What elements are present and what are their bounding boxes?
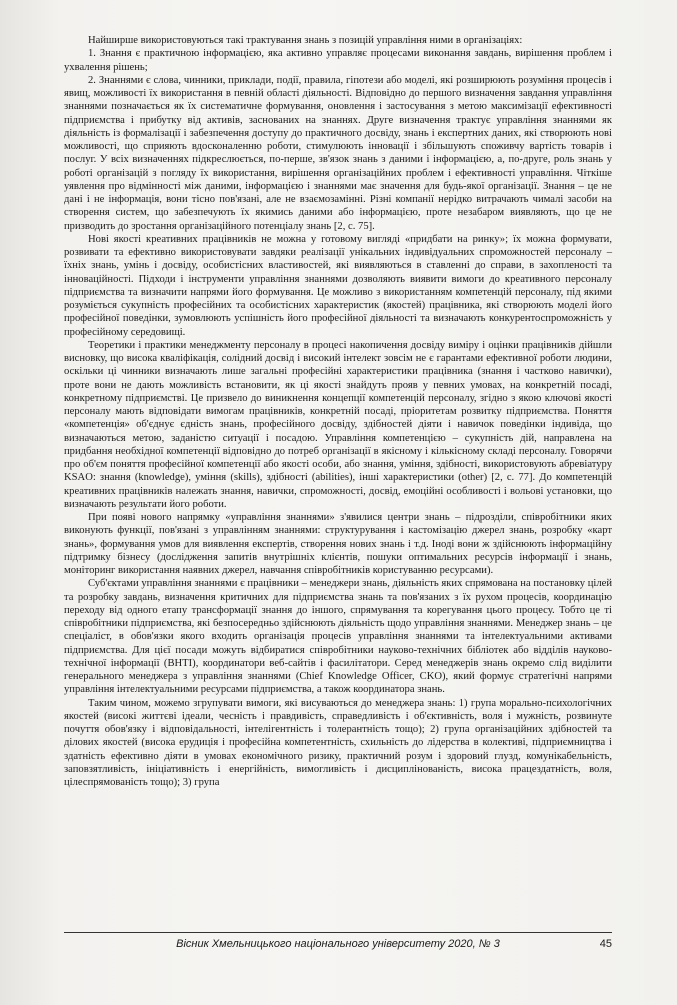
- paragraph-intro: Найширше використовуються такі трактування знань з позицій управління ними в організаціях:: [88, 35, 523, 46]
- paragraph-creative-workers: Нові якості креативних працівників не можна у готовому вигляді «придбати на ринку»; їх можна формувати, розвивати та ефективно використовувати завдяки реалізації унікальних індивідуальних спроможностей персоналу – їхніх знань, умінь і досвіду, особистісних властивостей, які виявляються в ставленні до справи, в захопленості та інноваційності. Підходи і інструменти управління знаннями дозволяють виявити вимоги до креативного персоналу підприємства та визначити напрями його формування. Це можливо з використанням компетенцій персоналу, під якими розуміється сукупність професійних та особистісних характеристик (якостей) працівника, які створюють моделі його професійної поведінки, зумовлюють успішність його професійної діяльності та визначають конкурентоспроможність у професійному середовищі.: [64, 233, 612, 338]
- page-footer: [64, 937, 612, 951]
- journal-title: Вісник Хмельницького національного університету 2020, № 3: [176, 938, 500, 950]
- paragraph-competencies: Теоретики і практики менеджменту персоналу в процесі накопичення досвіду виміру і оцінки працівників дійшли висновку, що висока кваліфікація, солідний досвід і високий інтелект зовсім не є гарантами ефективної роботи людини, оскільки ці чинники визначають лише загальні професійні характеристики працівника (знання і частково навички), проте вони не дають можливість встановити, як ці якості знайдуть прояв у певних умовах, на конкретній посаді, конкретному підприємстві. Це призвело до виникнення концепції компетенцій персоналу, згідно з якою ключові якості персоналу мають відповідати вимогам працівників, конкретній посаді, пріоритетам розвитку підприємства. Поняття «компетенція» об'єднує єдність знань, професійного досвіду, здібностей діяти і навичок поведінки індивіда, що визначаються метою, заданістю ситуації і посадою. Управління компетенцією – сукупність дій, направлена на придбання необхідної компетенції відповідно до потреб організації в якісному і кількісному складі персоналу. Говорячи про об'єм поняття професійної компетенції або якості особи, або знання, уміння, здібності, використовують абревіатуру KSAO: знання (knowledge), уміння (skills), здібності (abilities), інші характеристики (other) [2, с. 77]. До компетенцій креативних працівників належать знання, навички, спроможності, досвід, емоційні особливості і вольові установки, що визначають результати його роботи.: [64, 339, 612, 510]
- footer-divider: [64, 932, 612, 933]
- paragraph-knowledge-centers: При появі нового напрямку «управління знаннями» з'явилися центри знань – підрозділи, співробітники яких виконують функції, пов'язані з управлінням знаннями: структурування і кастомізацію джерел знань, розробку «карт знань», формування умов для виявлення експертів, створення нових знань і т.д. Іноді вони ж здійснюють інформаційну підтримку бізнесу (дослідження запитів внутрішніх клієнтів, пошуки оптимальних ресурсів інформації і знань, моніторинг використання наявних джерел, навчання співробітників користуванню ресурсами).: [64, 512, 612, 576]
- paragraph-requirements: Таким чином, можемо згрупувати вимоги, які висуваються до менеджера знань: 1) група морально-психологічних якостей (високі життєві ідеали, чесність і правдивість, справедливість і об'єктивність, воля і мужність, розвинуте почуття обов'язку і відповідальності, інтелігентність і толерантність тощо); 2) група організаційних здібностей та ділових якостей (висока ерудиція і професійна компетентність, схильність до лідерства в колективі, підприємництва і здатність ефективно діяти в умовах економічного ризику, практичний розум і здоровий глузд, комунікабельність, заповзятливість, ініціативність і енергійність, вимогливість і дисциплінованість, висока працездатність, воля, цілеспрямованість тощо); 3) група: [64, 697, 612, 788]
- paragraph-definition-1: 1. Знання є практичною інформацією, яка активно управляє процесами виконання завдань, вирішення проблем і ухвалення рішень;: [64, 48, 612, 73]
- paragraph-knowledge-managers: Суб'єктами управління знаннями є працівники – менеджери знань, діяльність яких спрямована на постановку цілей та розробку завдань, визначення критичних для підприємства знань та пов'язаних з їх рухом процесів, координацію переходу від одного етапу трансформації знання до іншого, спрямування та корегування цього процесу. Тобто це ті співробітники підприємства, які безпосередньо здійснюють діяльність щодо управління знаннями. Менеджер знань – це спеціаліст, в обов'язки якого входить організація процесів управління знаннями та інтелектуальними активами підприємства. Для цієї посади можуть відбиратися співробітники науково-технічних бібліотек або відділів науково-технічної інформації (ВНТІ), координатори веб-сайтів і фасилітатори. Серед менеджерів знань окремо слід виділити генерального менеджера з управління знаннями (Chief Knowledge Officer, CKO), який формує стратегічні напрями управління інтелектуальними ресурсами підприємства, а також координатора знань.: [64, 578, 612, 696]
- paragraph-definition-2: 2. Знаннями є слова, чинники, приклади, події, правила, гіпотези або моделі, які розширюють розуміння процесів і явищ, можливості їх використання в певній області діяльності. Відповідно до першого визначення завдання управління знаннями позначається як їх систематичне формування, оновлення і застосування з метою максимізації ефективності підприємства і прибутку від активів, заснованих на знаннях. Друге визначення трактує управління знаннями як діяльність із формалізації і забезпечення доступу до практичного досвіду, знань і експертних даних, які створюють нові можливості, що сприяють вдосконаленню роботи, стимулюють інновації і збільшують споживчу вартість товарів і послуг. У всіх визначеннях підкреслюється, по-перше, зв'язок знань з даними і інформацією, а, по-друге, роль знань у роботі організацій з погляду їх використання, вирішення організаційних проблем і ефективності управління. Чіткіше уявлення про відмінності між даними, інформацією і знаннями має значення для будь-якої організації. Знання – це не дані і не інформація, вони тісно пов'язані, але не взаємозамінні. Різні компанії нерідко витрачають чималі засоби на створення систем, що забезпечують їх якимись даними або інформацією, проте незабаром виявляють, що це не призводить до зростання організаційного потенціалу знань [2, с. 75].: [64, 74, 612, 232]
- page-number: 45: [599, 938, 612, 950]
- body-text: [64, 34, 612, 789]
